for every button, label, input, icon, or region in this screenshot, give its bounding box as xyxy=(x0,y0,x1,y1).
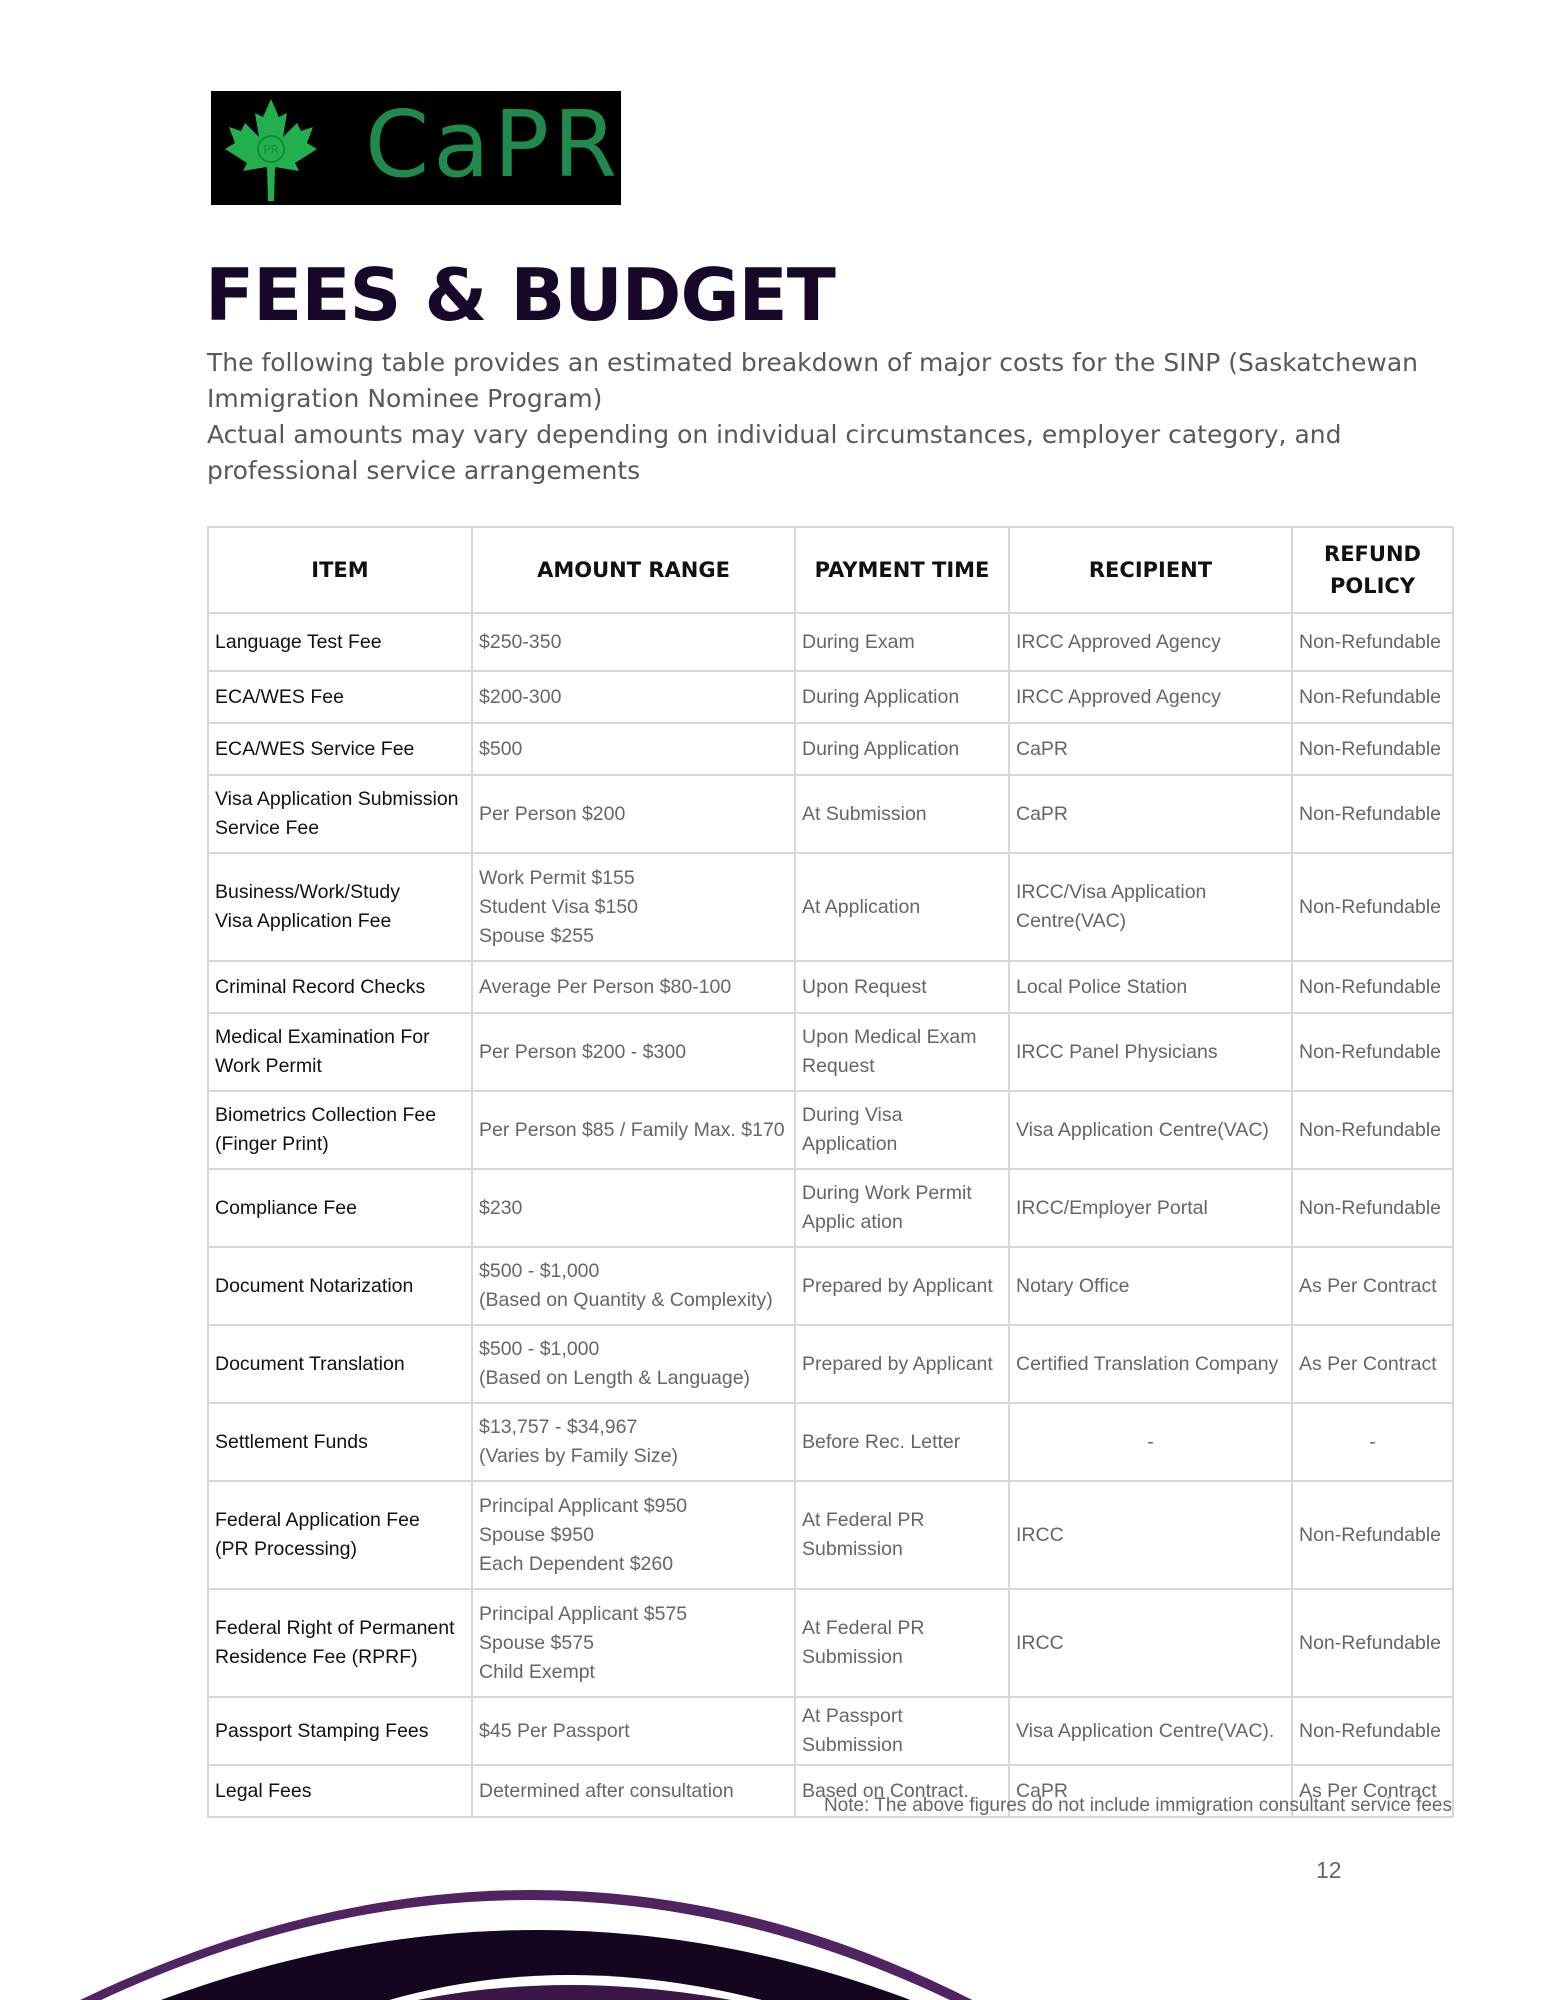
cell-refund-policy xyxy=(1292,1247,1453,1325)
cell-line: Prepared by Applicant xyxy=(802,1352,993,1375)
cell-payment-time xyxy=(795,1481,1009,1589)
cell-refund-policy xyxy=(1292,723,1453,775)
cell-payment-time xyxy=(795,723,1009,775)
cell-line: During Visa Application xyxy=(802,1104,903,1155)
cell-line: Document Translation xyxy=(215,1352,405,1375)
cell-recipient xyxy=(1009,1481,1292,1589)
intro-text xyxy=(207,345,1457,489)
cell-line: ECA/WES Fee xyxy=(215,685,344,708)
cell-line: Per Person $200 xyxy=(479,802,626,825)
cell-line: Visa Application Centre(VAC). xyxy=(1016,1719,1275,1742)
cell-payment-time xyxy=(795,613,1009,671)
cell-line: Visa Application Centre(VAC) xyxy=(1016,1118,1269,1141)
cell-amount xyxy=(472,1403,795,1481)
cell-line: Non-Refundable xyxy=(1299,1118,1442,1141)
table-note: Note: The above figures do not include immigration consultant service fees xyxy=(823,1795,1452,1816)
cell-line: Non-Refundable xyxy=(1299,802,1442,825)
cell-line: Before Rec. Letter xyxy=(802,1430,961,1453)
cell-line: Non-Refundable xyxy=(1299,1719,1442,1742)
cell-line: $45 Per Passport xyxy=(479,1719,630,1742)
cell-line: Certified Translation Company xyxy=(1016,1352,1279,1375)
cell-amount xyxy=(472,961,795,1013)
cell-payment-time xyxy=(795,1403,1009,1481)
cell-line: During Exam xyxy=(802,630,915,653)
cell-line: Federal Application Fee xyxy=(215,1509,420,1531)
cell-recipient xyxy=(1009,775,1292,853)
cell-line: As Per Contract xyxy=(1299,1779,1437,1802)
cell-line: Each Dependent $260 xyxy=(479,1552,674,1575)
cell-amount xyxy=(472,1169,795,1247)
cell-line: $500 - $1,000 xyxy=(479,1338,600,1360)
cell-line: Medical Examination For xyxy=(215,1026,430,1048)
cell-payment-time xyxy=(795,1013,1009,1091)
header-refund-policy: REFUND POLICY xyxy=(1292,527,1453,613)
cell-line: At Federal PR xyxy=(802,1617,925,1639)
cell-line: At Federal PR xyxy=(802,1509,925,1531)
cell-refund-policy xyxy=(1292,1589,1453,1697)
cell-line: During Application xyxy=(802,685,960,708)
intro-paragraph: The following table provides an estimated breakdown of major costs for the SINP (Saskatchewan Immigration Nominee Program) xyxy=(207,348,1419,413)
cell-payment-time xyxy=(795,671,1009,723)
table-row xyxy=(208,723,1453,775)
cell-amount xyxy=(472,1589,795,1697)
cell-line: Child Exempt xyxy=(479,1660,595,1683)
cell-line: CaPR xyxy=(1016,737,1069,760)
cell-item xyxy=(208,1325,472,1403)
cell-amount xyxy=(472,1697,795,1765)
cell-payment-time xyxy=(795,1325,1009,1403)
cell-line: ECA/WES Service Fee xyxy=(215,737,415,760)
cell-payment-time xyxy=(795,1247,1009,1325)
cell-amount xyxy=(472,671,795,723)
cell-recipient xyxy=(1009,723,1292,775)
cell-line: Applic ation xyxy=(802,1211,903,1233)
cell-recipient xyxy=(1009,1325,1292,1403)
cell-line: As Per Contract xyxy=(1299,1274,1437,1297)
table-row xyxy=(208,671,1453,723)
cell-line: $13,757 - $34,967 xyxy=(479,1416,638,1438)
cell-line: Non-Refundable xyxy=(1299,685,1442,708)
cell-item xyxy=(208,1013,472,1091)
cell-payment-time xyxy=(795,1091,1009,1169)
cell-amount xyxy=(472,723,795,775)
cell-item xyxy=(208,1589,472,1697)
cell-line: Passport Stamping Fees xyxy=(215,1719,429,1742)
cell-item xyxy=(208,1697,472,1765)
cell-refund-policy xyxy=(1292,1481,1453,1589)
cell-line: Work Permit $155 xyxy=(479,866,635,889)
cell-line: Request xyxy=(802,1055,875,1077)
cell-amount xyxy=(472,613,795,671)
table-row xyxy=(208,613,1453,671)
intro-paragraph: Actual amounts may vary depending on individual circumstances, employer category, and professional service arrangements xyxy=(207,420,1342,485)
table-row xyxy=(208,1481,1453,1589)
cell-item xyxy=(208,671,472,723)
cell-amount xyxy=(472,1325,795,1403)
cell-line: Spouse $950 xyxy=(479,1523,594,1546)
cell-amount xyxy=(472,1091,795,1169)
cell-line: (Based on Quantity & Complexity) xyxy=(479,1289,773,1311)
cell-line: Average Per Person $80-100 xyxy=(479,975,732,998)
cell-line: IRCC xyxy=(1016,1631,1064,1654)
cell-refund-policy xyxy=(1292,775,1453,853)
header-amount: AMOUNT RANGE xyxy=(472,527,795,613)
cell-line: At Submission xyxy=(802,802,927,825)
cell-line: Document Notarization xyxy=(215,1274,414,1297)
cell-item xyxy=(208,1091,472,1169)
cell-line: Spouse $255 xyxy=(479,924,594,947)
table-header-row xyxy=(208,527,1453,613)
header-payment-time: PAYMENT TIME xyxy=(795,527,1009,613)
header-item: ITEM xyxy=(208,527,472,613)
cell-line: Student Visa $150 xyxy=(479,895,639,918)
cell-line: Compliance Fee xyxy=(215,1196,357,1219)
cell-line: Principal Applicant $950 xyxy=(479,1494,688,1517)
table-row xyxy=(208,1091,1453,1169)
cell-line: Non-Refundable xyxy=(1299,1631,1442,1654)
cell-amount xyxy=(472,1765,795,1817)
cell-line: - xyxy=(1369,1430,1376,1453)
cell-item xyxy=(208,961,472,1013)
cell-line: Per Person $85 / Family Max. $170 xyxy=(479,1118,785,1141)
cell-amount xyxy=(472,775,795,853)
cell-line: Non-Refundable xyxy=(1299,895,1442,918)
cell-payment-time xyxy=(795,775,1009,853)
cell-recipient xyxy=(1009,1169,1292,1247)
cell-line: IRCC Approved Agency xyxy=(1016,630,1221,653)
cell-recipient xyxy=(1009,961,1292,1013)
decorative-arcs xyxy=(0,1820,1545,2000)
cell-recipient xyxy=(1009,671,1292,723)
cell-line: Visa Application Fee xyxy=(215,910,392,932)
cell-item xyxy=(208,1169,472,1247)
cell-recipient xyxy=(1009,1589,1292,1697)
cell-line: Prepared by Applicant xyxy=(802,1274,993,1297)
cell-line: $250-350 xyxy=(479,630,562,653)
cell-line: Upon Medical Exam xyxy=(802,1026,977,1048)
cell-line: Non-Refundable xyxy=(1299,630,1442,653)
cell-item xyxy=(208,1765,472,1817)
cell-refund-policy xyxy=(1292,1169,1453,1247)
table-row xyxy=(208,853,1453,961)
cell-line: Work Permit xyxy=(215,1055,322,1077)
cell-line: Visa Application Submission xyxy=(215,788,459,810)
cell-line: Legal Fees xyxy=(215,1779,312,1802)
cell-line: Local Police Station xyxy=(1016,975,1188,998)
cell-line: Submission xyxy=(802,1646,903,1668)
cell-refund-policy xyxy=(1292,853,1453,961)
table-row xyxy=(208,1013,1453,1091)
cell-line: Non-Refundable xyxy=(1299,1523,1442,1546)
cell-line: IRCC/Visa Application xyxy=(1016,881,1207,903)
cell-recipient xyxy=(1009,1247,1292,1325)
cell-line: As Per Contract xyxy=(1299,1352,1437,1375)
cell-recipient xyxy=(1009,1091,1292,1169)
cell-amount xyxy=(472,1481,795,1589)
cell-line: Determined after consultation xyxy=(479,1779,734,1802)
cell-payment-time xyxy=(795,1589,1009,1697)
cell-recipient xyxy=(1009,1013,1292,1091)
cell-line: Non-Refundable xyxy=(1299,1040,1442,1063)
cell-line: Based on Contract. xyxy=(802,1779,969,1802)
cell-line: - xyxy=(1147,1430,1154,1453)
table-row xyxy=(208,1697,1453,1765)
table-row xyxy=(208,775,1453,853)
cell-line: Business/Work/Study xyxy=(215,881,400,903)
cell-refund-policy xyxy=(1292,1325,1453,1403)
cell-line: (PR Processing) xyxy=(215,1538,357,1560)
page-number: 12 xyxy=(1316,1857,1342,1883)
cell-amount xyxy=(472,1247,795,1325)
cell-line: Language Test Fee xyxy=(215,630,382,653)
cell-refund-policy xyxy=(1292,671,1453,723)
cell-refund-policy xyxy=(1292,1697,1453,1765)
cell-line: Residence Fee (RPRF) xyxy=(215,1646,418,1668)
cell-line: (Based on Length & Language) xyxy=(479,1367,751,1389)
cell-item xyxy=(208,1403,472,1481)
cell-refund-policy xyxy=(1292,1013,1453,1091)
cell-payment-time xyxy=(795,961,1009,1013)
cell-line: IRCC xyxy=(1016,1523,1064,1546)
table-row xyxy=(208,1247,1453,1325)
table-row xyxy=(208,1403,1453,1481)
cell-refund-policy xyxy=(1292,613,1453,671)
maple-leaf-icon xyxy=(221,97,321,203)
cell-line: IRCC/Employer Portal xyxy=(1016,1196,1208,1219)
cell-line: Principal Applicant $575 xyxy=(479,1602,688,1625)
cell-line: (Varies by Family Size) xyxy=(479,1445,679,1467)
cell-line: At Passport Submission xyxy=(802,1705,903,1756)
cell-line: $230 xyxy=(479,1196,523,1219)
cell-line: Non-Refundable xyxy=(1299,975,1442,998)
logo-text: CaPR xyxy=(365,91,622,198)
cell-recipient xyxy=(1009,1403,1292,1481)
cell-line: Criminal Record Checks xyxy=(215,975,426,998)
cell-line: IRCC Panel Physicians xyxy=(1016,1040,1218,1063)
cell-line: Per Person $200 - $300 xyxy=(479,1040,687,1063)
svg-text:PR: PR xyxy=(263,143,279,157)
cell-line: At Application xyxy=(802,895,921,918)
cell-line: Settlement Funds xyxy=(215,1430,368,1453)
cell-item xyxy=(208,1247,472,1325)
cell-item xyxy=(208,775,472,853)
cell-item xyxy=(208,613,472,671)
cell-line: CaPR xyxy=(1016,1779,1069,1802)
cell-line: Non-Refundable xyxy=(1299,1196,1442,1219)
cell-payment-time xyxy=(795,1169,1009,1247)
cell-amount xyxy=(472,853,795,961)
cell-line: IRCC Approved Agency xyxy=(1016,685,1221,708)
cell-refund-policy xyxy=(1292,961,1453,1013)
cell-refund-policy xyxy=(1292,1403,1453,1481)
table-row xyxy=(208,1589,1453,1697)
cell-line: Biometrics Collection Fee xyxy=(215,1104,437,1126)
cell-refund-policy xyxy=(1292,1091,1453,1169)
cell-line: During Application xyxy=(802,737,960,760)
cell-item xyxy=(208,853,472,961)
cell-line: Centre(VAC) xyxy=(1016,910,1127,932)
cell-line: Upon Request xyxy=(802,975,927,998)
cell-line: Non-Refundable xyxy=(1299,737,1442,760)
cell-line: Federal Right of Permanent xyxy=(215,1617,455,1639)
cell-line: Notary Office xyxy=(1016,1274,1130,1297)
cell-line: During Work Permit xyxy=(802,1182,972,1204)
cell-recipient xyxy=(1009,853,1292,961)
cell-line: (Finger Print) xyxy=(215,1133,329,1155)
cell-amount xyxy=(472,1013,795,1091)
cell-line: Service Fee xyxy=(215,817,320,839)
capr-logo xyxy=(211,91,621,205)
cell-item xyxy=(208,723,472,775)
cell-line: $200-300 xyxy=(479,685,562,708)
cell-line: $500 - $1,000 xyxy=(479,1260,600,1282)
cell-item xyxy=(208,1481,472,1589)
cell-line: Submission xyxy=(802,1538,903,1560)
cell-payment-time xyxy=(795,853,1009,961)
fees-table xyxy=(207,526,1454,1818)
cell-payment-time xyxy=(795,1697,1009,1765)
table-row xyxy=(208,961,1453,1013)
table-row xyxy=(208,1325,1453,1403)
cell-line: CaPR xyxy=(1016,802,1069,825)
header-recipient: RECIPIENT xyxy=(1009,527,1292,613)
page-title: FEES & BUDGET xyxy=(205,253,835,337)
table-row xyxy=(208,1169,1453,1247)
cell-recipient xyxy=(1009,1697,1292,1765)
cell-line: Spouse $575 xyxy=(479,1631,594,1654)
cell-recipient xyxy=(1009,613,1292,671)
cell-line: $500 xyxy=(479,737,523,760)
